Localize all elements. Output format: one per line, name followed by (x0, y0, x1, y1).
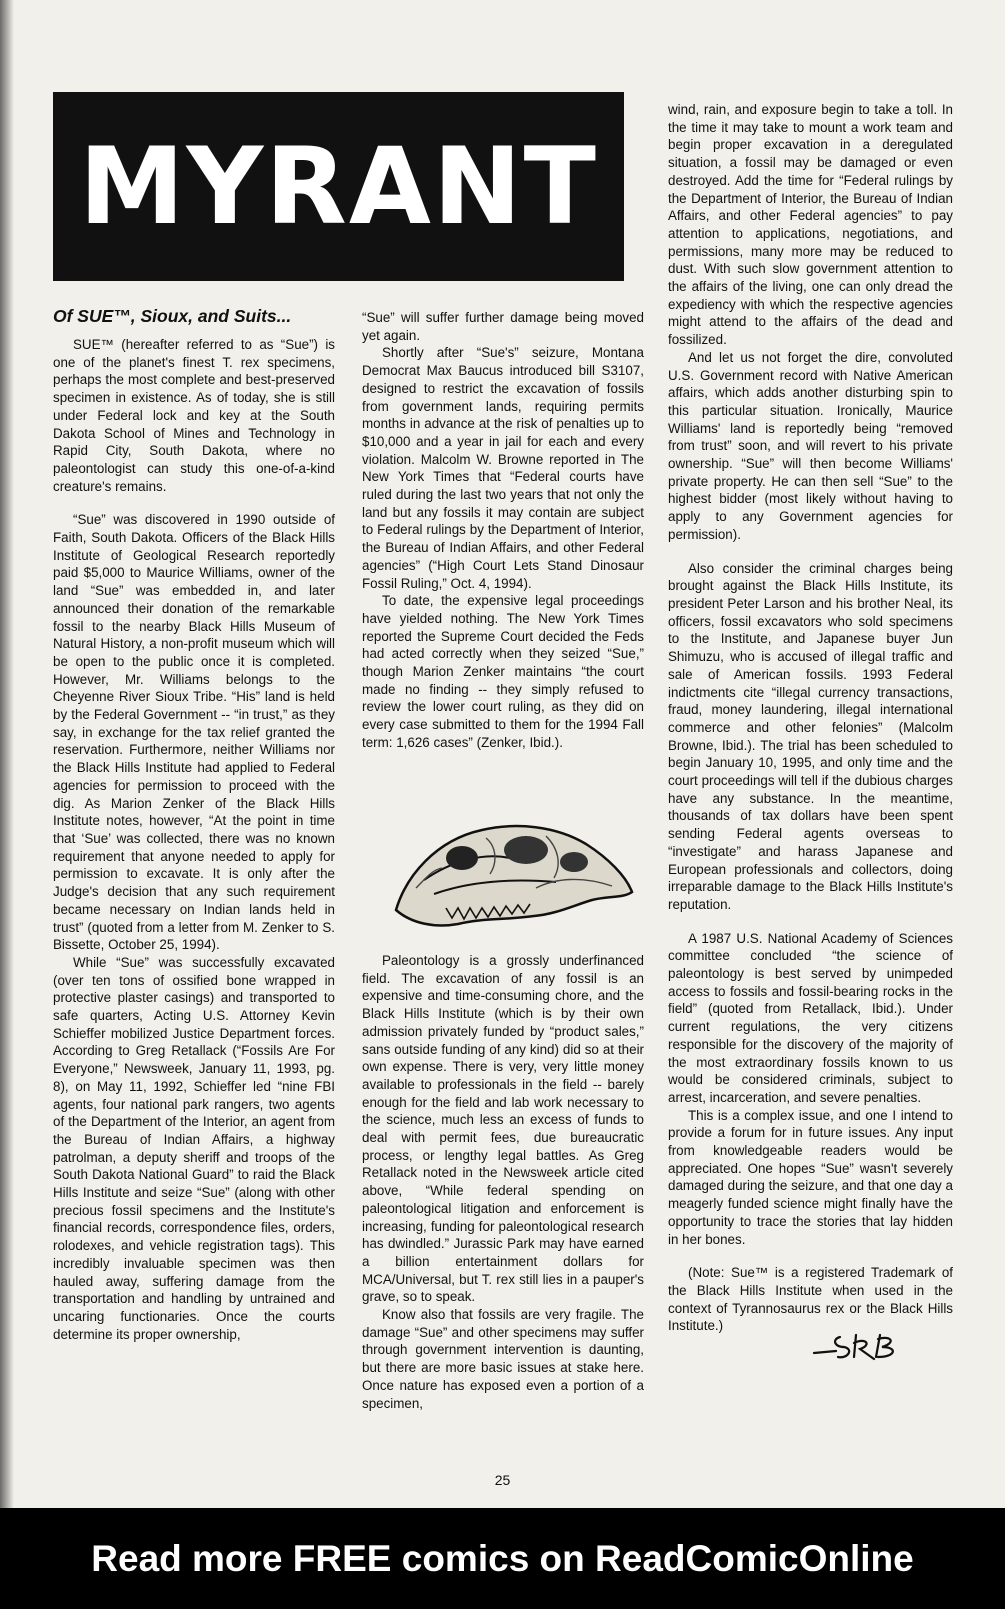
article-column-3 (668, 101, 953, 1335)
paragraph: wind, rain, and exposure begin to take a toll. In the time it may take to mount a work team and begin proper excavation in a deregulated situation, a fossil may be damaged or even destroyed. Add the time for “Federal rulings by the Department of Interior, the Bureau of Indian Affairs, and other Federal agencies” to pay attention to applications, negotiations, and permissions, many more may be reduced to dust. With such slow government attention to the affairs of the living, one can only dread the expediency with which the respective agencies might attend to the affairs of the dead and fossilized. (668, 102, 953, 348)
article-column-2-lower (362, 952, 644, 1412)
paragraph: SUE™ (hereafter referred to as “Sue”) is one of the planet's finest T. rex specimens, perhaps the most complete and best-preserved specimen in existence. As of today, she is still under Federal lock and key at the South Dakota School of Mines and Technology in Rapid City, South Dakota, where no paleontologist can study this one-of-a-kind creature's remains. (53, 337, 335, 494)
paragraph: Paleontology is a grossly underfinanced field. The excavation of any fossil is an expensive and time-consuming chore, and the Black Hills Institute (which is by their own admission privately funded by “product sales,” sans outside funding of any kind) did so at their own expense. There is very, very little money available to professionals in the field -- barely enough for the field and lab work necessary to the science, much less an excess of funds to deal with permit fees, due bureaucratic process, or lengthy legal battles. As Greg Retallack noted in the Newsweek article cited above, “While federal spending on paleontological litigation and enforcement is increasing, funding for paleontological research has dwindled.” Jurassic Park may have earned a billion entertainment dollars for MCA/Universal, but T. rex still lies in a pauper's grave, so to speak. (362, 953, 644, 1305)
paragraph: Shortly after “Sue's” seizure, Montana Democrat Max Baucus introduced bill S3107, designed to restrict the excavation of fossils from government lands, requiring permits months in advance at the risk of penalties up to $10,000 and a year in jail for each and every violation. Malcolm W. Browne reported in The New York Times that “Federal courts have ruled during the last two years that not only the land but any fossils it may contain are subject to Federal rulings by the Department of Interior, the Bureau of Indian Affairs, and other Federal agencies” (“High Court Lets Stand Dinosaur Fossil Ruling,” Oct. 4, 1994). (362, 345, 644, 591)
paragraph: This is a complex issue, and one I intend to provide a forum for in future issues. Any input from knowledgeable readers would be appreciated. One hopes “Sue” wasn't severely damaged during the seizure, and that one day a meagerly funded science might finally have the opportunity to trace the stories that lay hidden in her bones. (668, 1107, 953, 1247)
masthead-banner (53, 92, 624, 281)
paragraph: And let us not forget the dire, convoluted U.S. Government record with Native American affairs, which adds another disturbing spin to this particular situation. Ironically, Maurice Williams' land is reportedly being “removed from trust” soon, and will revert to his private ownership. “Sue” will then become Williams' private property. He can then sell “Sue” to the highest bidder (most likely without having to apply to any Government agencies for permission). (668, 349, 953, 542)
masthead-title: MYRANT (79, 124, 598, 248)
article-column-1 (53, 336, 335, 1343)
footer-banner[interactable]: Read more FREE comics on ReadComicOnline (91, 1537, 914, 1579)
paragraph: While “Sue” was successfully excavated (over ten tons of ossified bone wrapped in protective plaster casings) and transported to safe quarters, Acting U.S. Attorney Kevin Schieffer mobilized Justice Department forces. According to Greg Retallack (“Fossils Are For Everyone,” Newsweek, January 11, 1993, pg. 8), on May 11, 1992, Schieffer led “nine FBI agents, four national park rangers, two agents of the Department of the Interior, an agent from the Bureau of Indian Affairs, a highway patrolman, a deputy sheriff and troops of the South Dakota National Guard” to raid the Black Hills Institute and seize “Sue” (along with other precious fossil specimens and the Institute's financial records, correspondence files, orders, rolodexes, and vehicle registration tags). This incredibly invaluable specimen was then hauled away, suffering damage from the transportation and handling by untrained and uncaring functionaries. Once the courts determine its proper ownership, (53, 954, 335, 1342)
page-binding-shadow (0, 0, 14, 1508)
page-number: 25 (494, 1472, 511, 1488)
paragraph: A 1987 U.S. National Academy of Sciences committee concluded “the science of paleontology is best served by unimpeded access to fossils and fossil-bearing rocks in the field” (quoted from Retallack, Ibid.). Under current regulations, the very citizens responsible for the discovery of the majority of the most extraordinary fossils known to us would be considered criminals, subject to arrest, incarceration, and severe penalties. (668, 930, 953, 1105)
article-column-2 (362, 309, 644, 752)
author-signature (810, 1327, 920, 1363)
paragraph: “Sue” was discovered in 1990 outside of Faith, South Dakota. Officers of the Black Hills Institute of Geological Research reportedly paid $5,000 to Maurice Williams, owner of the land “Sue” was embedded in, and later announced their donation of the remarkable fossil to the nearby Black Hills Museum of Natural History, a non-profit museum which will be open to the public once it is completed. However, Mr. Williams belongs to the Cheyenne River Sioux Tribe. “His” land is held by the Federal Government -- “in trust,” as they say, in exchange for the tax relief granted the reservation. Furthermore, neither Williams nor the Black Hills Institute had applied to Federal agencies for permission to proceed with the dig. As Marion Zenker of the Black Hills Institute notes, however, “At the point in time that ‘Sue’ was collected, there was no known requirement that anyone needed to apply for permission to excavate. It is only after the Judge's decision that any such requirement became necessary on Indian lands held in trust” (quoted from a letter from M. Zenker to S. Bissette, October 25, 1994). (53, 512, 335, 953)
trex-skull-illustration (386, 818, 639, 932)
paragraph: Know also that fossils are very fragile. The damage “Sue” and other specimens may suffer through government intervention is daunting, but there are more basic issues at stake here. Once nature has exposed even a portion of a specimen, (362, 1307, 644, 1411)
paragraph: “Sue” will suffer further damage being moved yet again. (362, 310, 644, 343)
article-headline: Of SUE™, Sioux, and Suits... (53, 306, 292, 326)
paragraph: Also consider the criminal charges being brought against the Black Hills Institute, its president Peter Larson and his brother Neal, its officers, fossil excavators who sold specimens to the Institute, and Japanese buyer Jun Shimuzu, who is accused of illegal traffic and sale of American fossils. 1993 Federal indictments cite “illegal currency transactions, fraud, money laundering, illegal international commerce and other felonies” (Malcolm Browne, Ibid.). The trial has been scheduled to begin January 10, 1995, and only time and the court proceedings will tell if the dubious charges have any substance. In the meantime, thousands of tax dollars have been spent sending Federal agents overseas to “investigate” and harass Japanese and European professionals and collectors, doing irreparable damage to the Black Hills Institute's reputation. (668, 560, 953, 912)
paragraph: (Note: Sue™ is a registered Trademark of the Black Hills Institute when used in the context of Tyrannosaurus rex or the Black Hills Institute.) (668, 1265, 953, 1334)
paragraph: To date, the expensive legal proceedings have yielded nothing. The New York Times reported the Supreme Court decided the Feds had acted correctly when they seized “Sue,” though Marion Zenker maintains “the court made no finding -- they simply refused to review the lower court ruling, as they did on every case submitted to them for the 1994 Fall term: 1,626 cases” (Zenker, Ibid.). (362, 593, 644, 750)
